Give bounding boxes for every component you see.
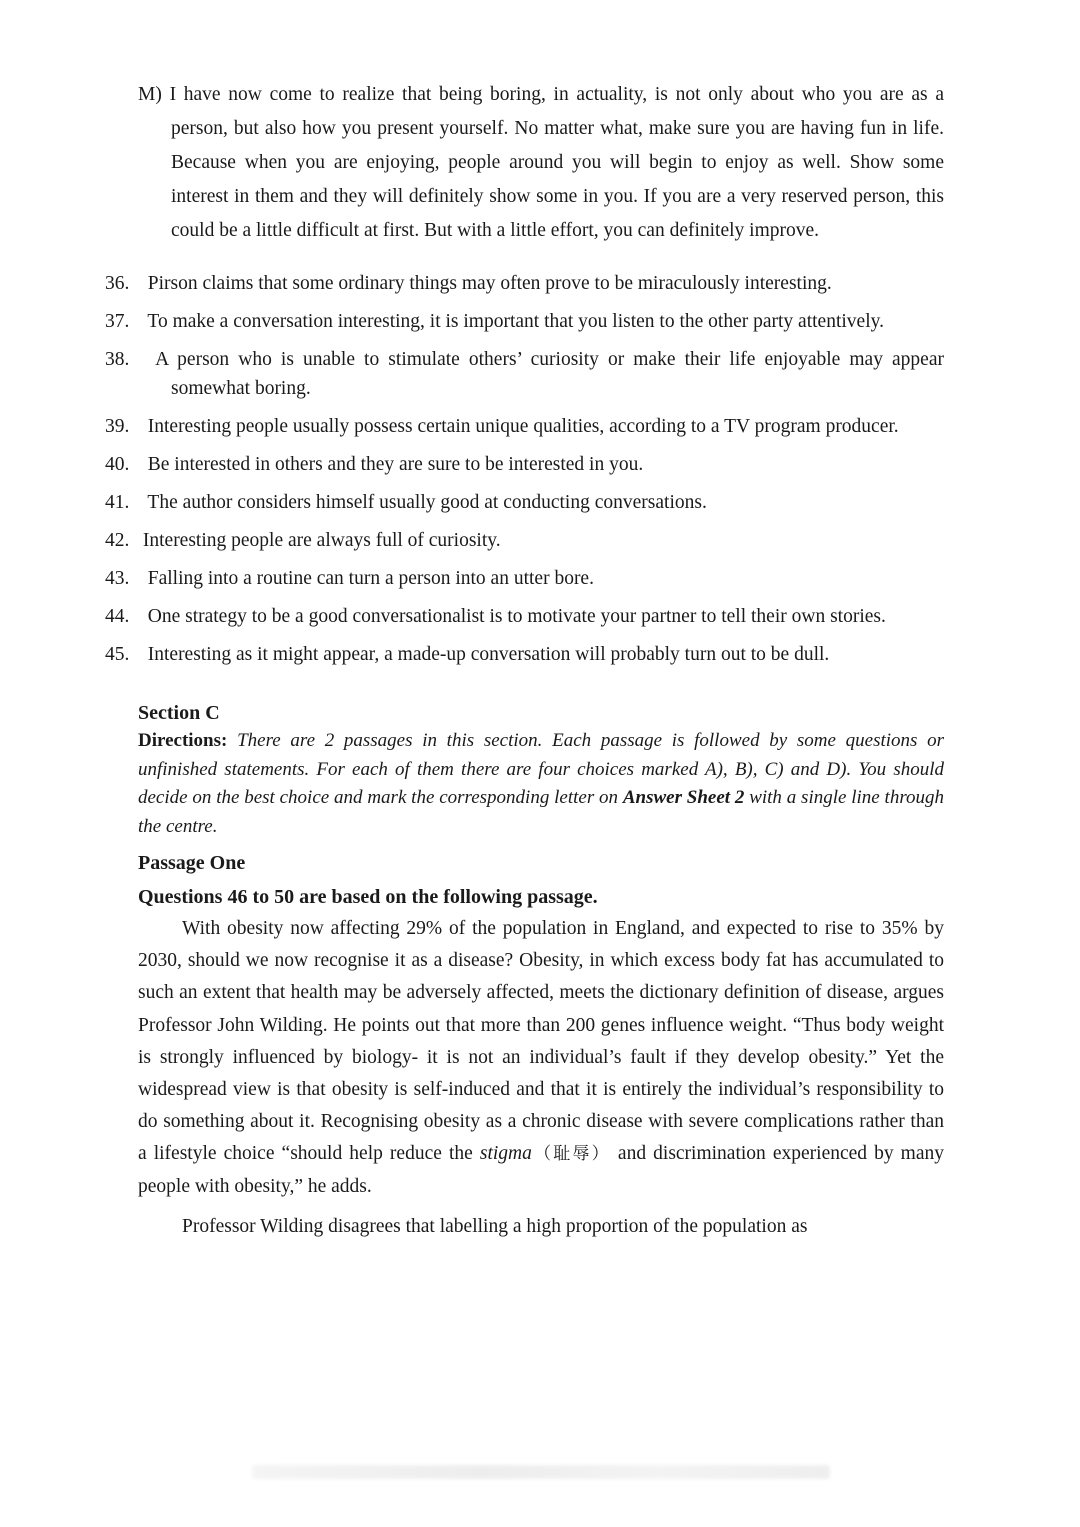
question-item: 37. To make a conversation interesting, it is important that you listen to the other party attentively. bbox=[105, 311, 884, 332]
directions-text-end: with a single line through the centre. bbox=[138, 787, 945, 837]
question-item: 36. Pirson claims that some ordinary things may often prove to be miraculously interesting. bbox=[105, 273, 832, 294]
question-item: 38. A person who is unable to stimulate others’ curiosity or make their life enjoyable may appear somewhat boring. bbox=[105, 349, 944, 399]
paragraph-text: Professor Wilding disagrees that labelling a high proportion of the population as bbox=[182, 1215, 808, 1237]
question-item: 42. Interesting people are always full of curiosity. bbox=[105, 529, 501, 551]
question-text: Interesting people are always full of curiosity. bbox=[142, 529, 501, 551]
answer-sheet-label: Answer Sheet 2 bbox=[622, 787, 745, 808]
passage-paragraph-1 bbox=[138, 913, 944, 1203]
question-item: 44. One strategy to be a good conversationalist is to motivate your partner to tell their own stories. bbox=[105, 605, 886, 627]
directions bbox=[138, 727, 944, 841]
section-heading: Section C bbox=[138, 702, 220, 724]
paragraph-text-end: and discrimination experienced by many people with obesity,” he adds. bbox=[138, 1143, 945, 1197]
questions-range: Questions 46 to 50 are based on the following passage. bbox=[138, 886, 598, 908]
question-text: The author considers himself usually good at conducting conversations. bbox=[147, 491, 707, 513]
directions-label: Directions: bbox=[138, 730, 228, 751]
question-text: To make a conversation interesting, it is important that you listen to the other party attentively. bbox=[147, 311, 884, 332]
passage-paragraph-2 bbox=[138, 1211, 944, 1243]
question-item: 40. Be interested in others and they are sure to be interested in you. bbox=[105, 453, 644, 475]
question-text: Be interested in others and they are sure to be interested in you. bbox=[147, 453, 644, 475]
question-item: 41. The author considers himself usually good at conducting conversations. bbox=[105, 491, 707, 513]
paragraph-m bbox=[138, 78, 944, 248]
question-item: 39. Interesting people usually possess certain unique qualities, according to a TV program producer. bbox=[105, 415, 899, 437]
question-text: One strategy to be a good conversationalist is to motivate your partner to tell their own stories. bbox=[147, 605, 886, 627]
question-item: 43. Falling into a routine can turn a person into an utter bore. bbox=[105, 567, 594, 589]
page-content bbox=[105, 78, 945, 1243]
question-text: Pirson claims that some ordinary things may often prove to be miraculously interesting. bbox=[147, 273, 832, 294]
chinese-gloss: （耻辱） bbox=[531, 1144, 611, 1165]
question-list bbox=[105, 270, 944, 669]
paragraph-label: M) bbox=[138, 84, 162, 105]
paragraph-text: I have now come to realize that being boring, in actuality, is not only about who you are as a person, but also how you present yourself. No matter what, make sure you are having fun in life. Because when you are enjoying, people around you will begin to enjoy as well. Show some interest in them and they will definitely show some in you. If you are a very reserved person, this could be a little difficult at first. But with a little effort, you can definitely improve. bbox=[169, 84, 944, 241]
question-item: 45. Interesting as it might appear, a made-up conversation will probably turn out to be dull. bbox=[105, 643, 830, 665]
question-text: Falling into a routine can turn a person into an utter bore. bbox=[147, 567, 594, 589]
question-text: Interesting people usually possess certain unique qualities, according to a TV program producer. bbox=[147, 415, 899, 437]
term-stigma: stigma bbox=[479, 1143, 532, 1165]
question-text: Interesting as it might appear, a made-up conversation will probably turn out to be dull. bbox=[147, 643, 830, 665]
question-text: A person who is unable to stimulate others’ curiosity or make their life enjoyable may appear somewhat boring. bbox=[155, 349, 944, 399]
blurred-footer-watermark bbox=[252, 1465, 830, 1479]
paragraph-text: With obesity now affecting 29% of the population in England, and expected to rise to 35% by 2030, should we now recognise it as a disease? Obesity, in which excess body fat has accumulated to such an extent that health may be adversely affected, meets the dictionary definition of disease, argues Professor John Wilding. He points out that more than 200 genes influence weight. “Thus body weight is strongly influenced by biology- it is not an individual’s fault if they develop obesity.” Yet the widespread view is that obesity is self-induced and that it is entirely the individual’s responsibility to do something about it. Recognising obesity as a chronic disease with severe complications rather than a lifestyle choice “should help reduce the bbox=[138, 918, 944, 1165]
directions-text: There are 2 passages in this section. Each passage is followed by some questions or unfinished statements. For each of them there are four choices marked A), B), C) and D). You should decide on the best choice and mark the corresponding letter on bbox=[138, 730, 945, 808]
passage-title: Passage One bbox=[138, 852, 246, 874]
